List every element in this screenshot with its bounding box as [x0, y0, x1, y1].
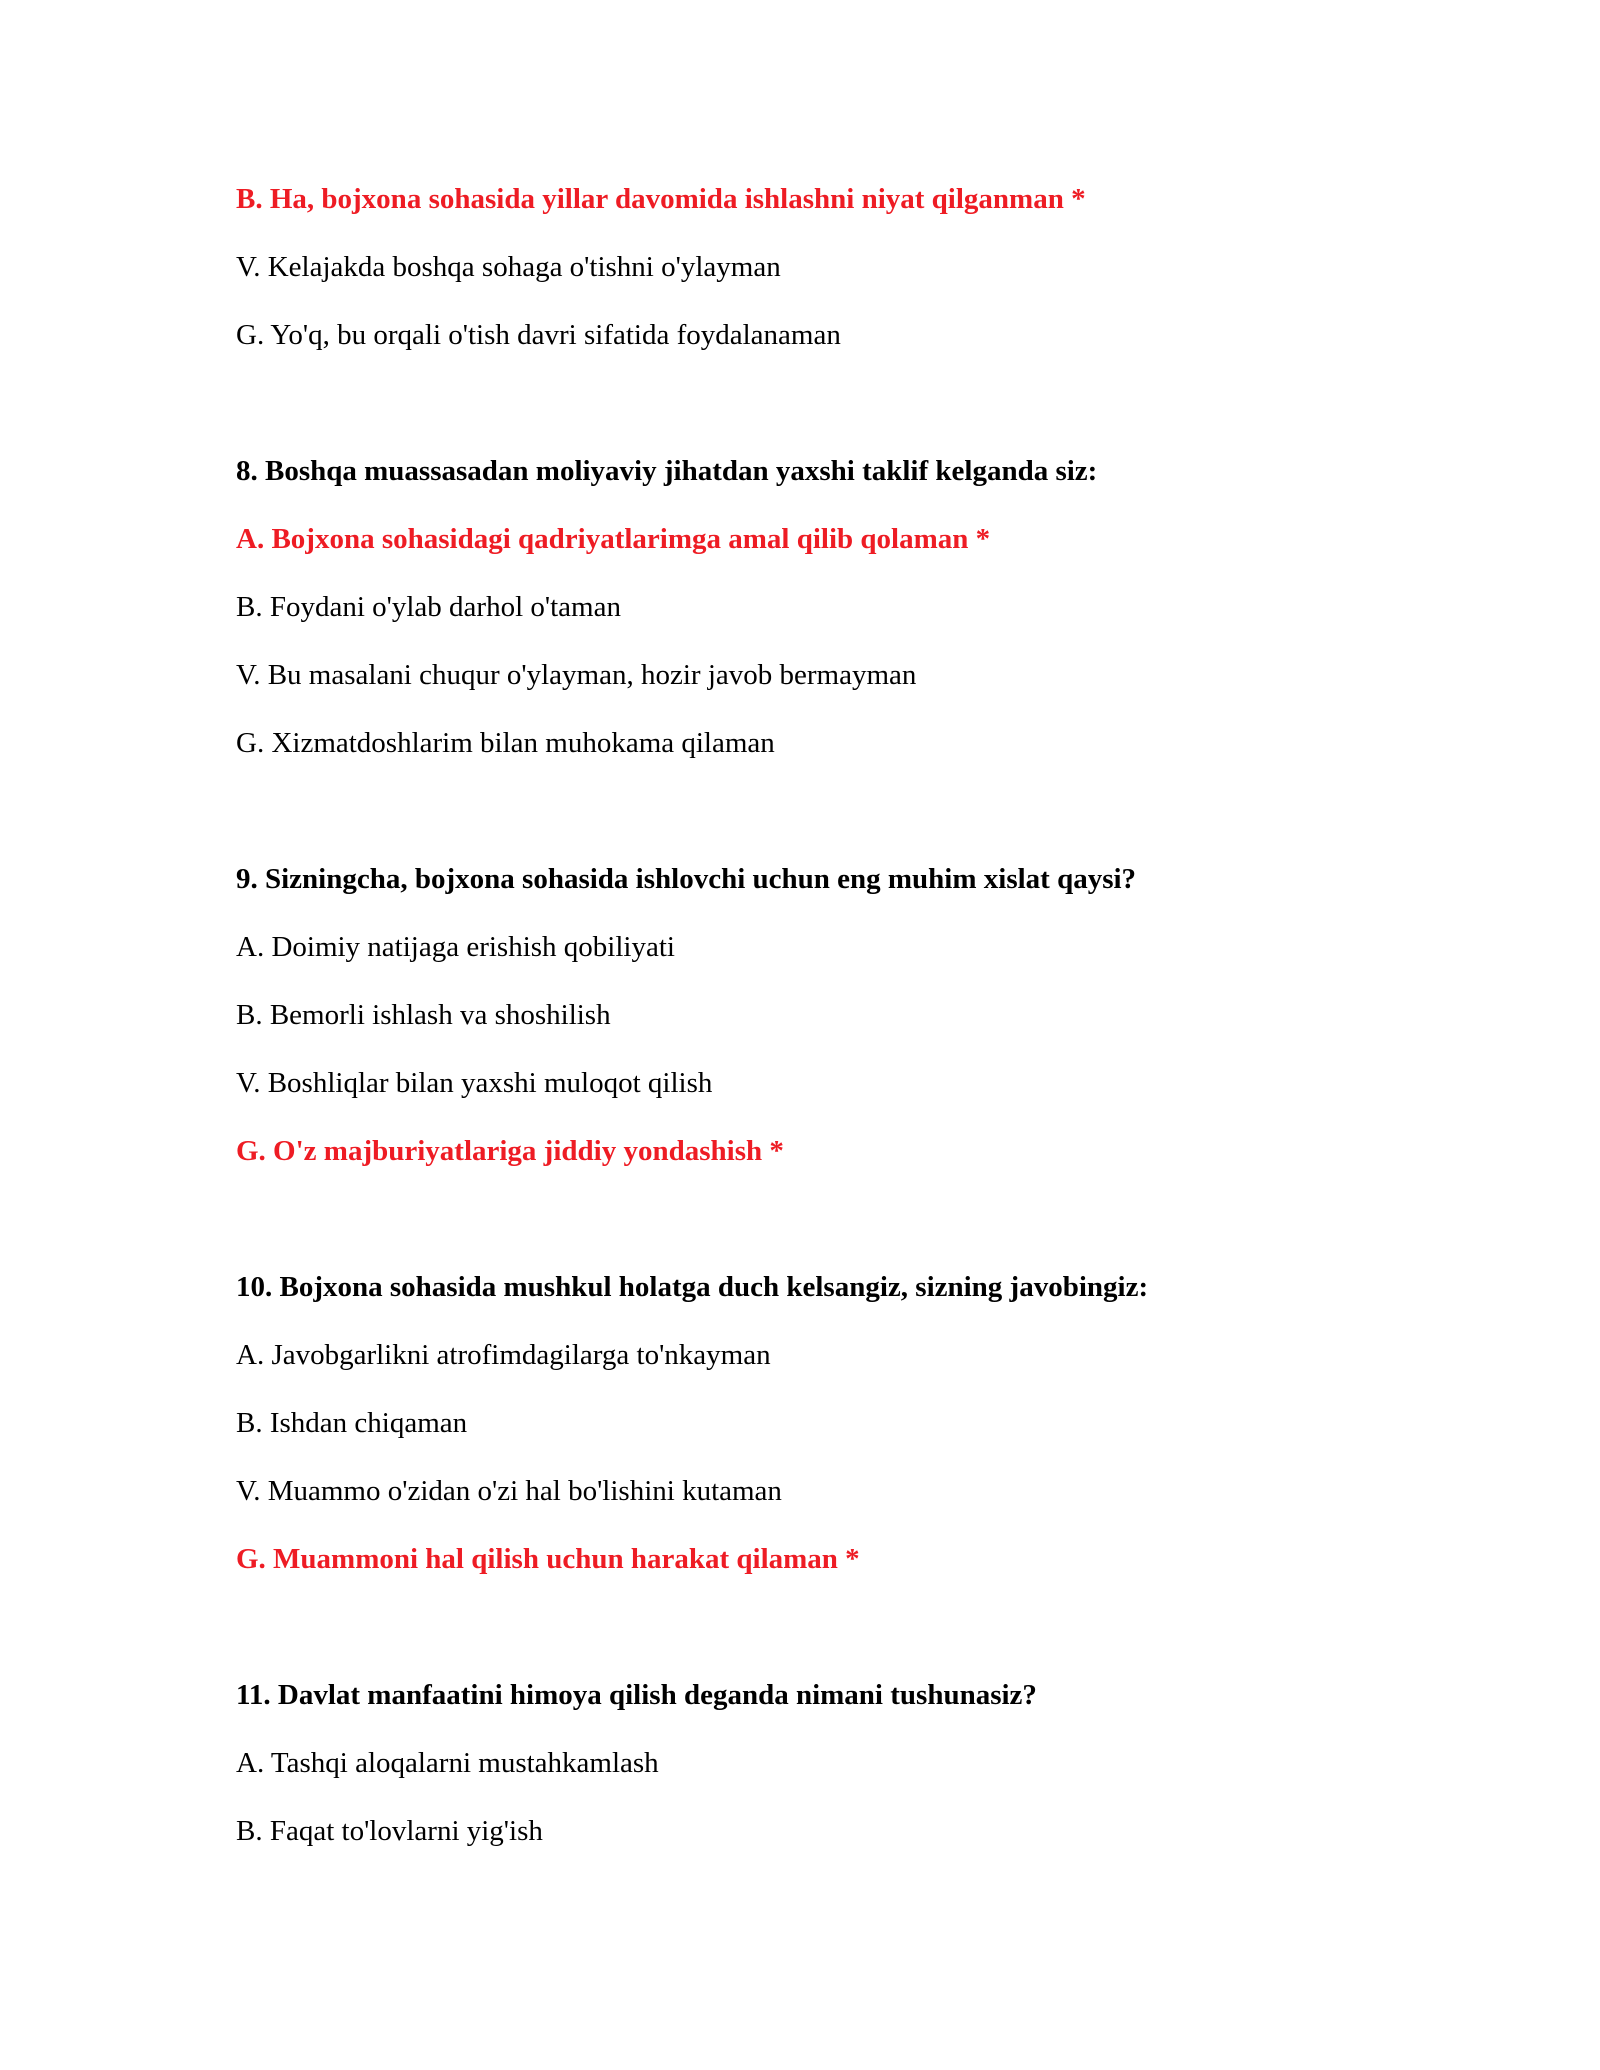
q7-option-v: V. Kelajakda boshqa sohaga o'tishni o'ylayman	[236, 251, 781, 283]
q11-option-a: A. Tashqi aloqalarni mustahkamlash	[236, 1747, 659, 1779]
q7-option-g: G. Yo'q, bu orqali o'tish davri sifatida foydalanaman	[236, 319, 841, 351]
q10-title: 10. Bojxona sohasida mushkul holatga duch kelsangiz, sizning javobingiz:	[236, 1271, 1149, 1303]
q8-option-a-correct: A. Bojxona sohasidagi qadriyatlarimga amal qilib qolaman *	[236, 523, 991, 555]
q9-title: 9. Sizningcha, bojxona sohasida ishlovchi uchun eng muhim xislat qaysi?	[236, 863, 1137, 895]
q8-option-g: G. Xizmatdoshlarim bilan muhokama qilaman	[236, 727, 775, 759]
q11-title: 11. Davlat manfaatini himoya qilish deganda nimani tushunasiz?	[236, 1679, 1037, 1711]
q9-option-b: B. Bemorli ishlash va shoshilish	[236, 999, 611, 1031]
q11-option-b: B. Faqat to'lovlarni yig'ish	[236, 1815, 543, 1847]
q9-option-g-correct: G. O'z majburiyatlariga jiddiy yondashish *	[236, 1135, 784, 1167]
q7-option-b-correct: B. Ha, bojxona sohasida yillar davomida ishlashni niyat qilganman *	[236, 183, 1086, 215]
document-content	[236, 182, 1416, 1882]
q10-option-v: V. Muammo o'zidan o'zi hal bo'lishini kutaman	[236, 1475, 782, 1507]
q8-option-b: B. Foydani o'ylab darhol o'taman	[236, 591, 621, 623]
q10-option-a: A. Javobgarlikni atrofimdagilarga to'nkayman	[236, 1339, 771, 1371]
q8-title: 8. Boshqa muassasadan moliyaviy jihatdan yaxshi taklif kelganda siz:	[236, 455, 1098, 487]
q10-option-g-correct: G. Muammoni hal qilish uchun harakat qilaman *	[236, 1543, 860, 1575]
q9-option-a: A. Doimiy natijaga erishish qobiliyati	[236, 931, 675, 963]
q8-option-v: V. Bu masalani chuqur o'ylayman, hozir javob bermayman	[236, 659, 917, 691]
q9-option-v: V. Boshliqlar bilan yaxshi muloqot qilish	[236, 1067, 713, 1099]
q10-option-b: B. Ishdan chiqaman	[236, 1407, 468, 1439]
